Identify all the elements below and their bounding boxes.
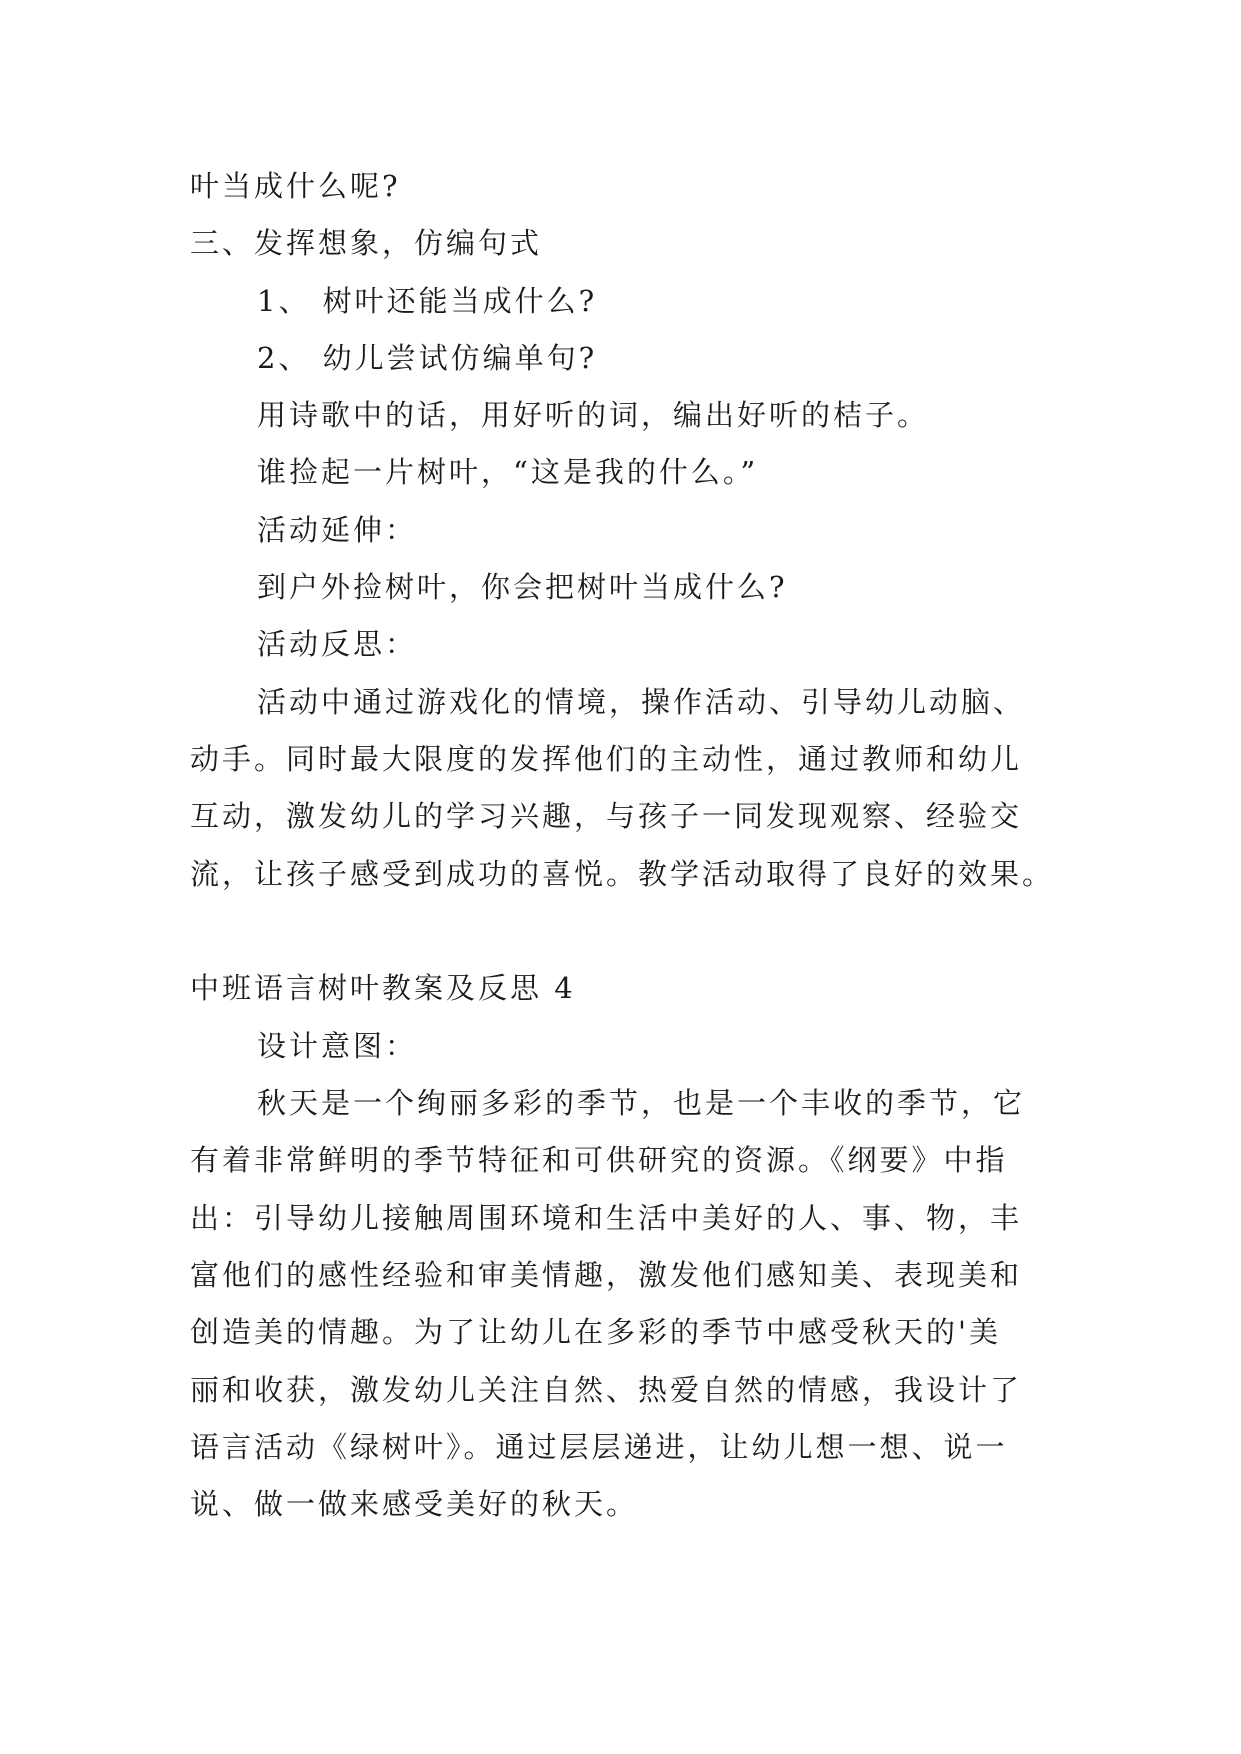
paragraph-line: 丽和收获，激发幼儿关注自然、热爱自然的情感，我设计了 bbox=[190, 1373, 1023, 1407]
paragraph-line: 活动中通过游戏化的情境，操作活动、引导幼儿动脑、 bbox=[257, 685, 1026, 719]
list-item: 1、 树叶还能当成什么? bbox=[257, 284, 598, 318]
subheading: 活动反思： bbox=[257, 627, 418, 661]
paragraph-line: 流，让孩子感受到成功的喜悦。教学活动取得了良好的效果。 bbox=[190, 857, 1055, 891]
paragraph-line: 互动，激发幼儿的学习兴趣，与孩子一同发现观察、经验交 bbox=[190, 799, 1023, 833]
paragraph-line: 语言活动《绿树叶》。通过层层递进，让幼儿想一想、说一 bbox=[190, 1430, 1008, 1464]
paragraph-line: 有着非常鲜明的季节特征和可供研究的资源。《纲要》中指 bbox=[190, 1143, 1008, 1177]
paragraph-line: 秋天是一个绚丽多彩的季节，也是一个丰收的季节，它 bbox=[257, 1086, 1026, 1120]
paragraph-line: 富他们的感性经验和审美情趣，激发他们感知美、表现美和 bbox=[190, 1258, 1023, 1292]
text-line: 谁捡起一片树叶，“这是我的什么。” bbox=[257, 455, 759, 489]
text-line: 用诗歌中的话，用好听的词，编出好听的桔子。 bbox=[257, 398, 930, 432]
paragraph-line: 创造美的情趣。为了让幼儿在多彩的季节中感受秋天的'美 bbox=[190, 1315, 1001, 1349]
paragraph-line: 出：引导幼儿接触周围环境和生活中美好的人、事、物，丰 bbox=[190, 1201, 1023, 1235]
list-item: 2、 幼儿尝试仿编单句? bbox=[257, 341, 598, 375]
paragraph-line: 说、做一做来感受美好的秋天。 bbox=[190, 1487, 639, 1521]
section-title: 中班语言树叶教案及反思 4 bbox=[190, 971, 576, 1005]
subheading: 活动延伸： bbox=[257, 513, 418, 547]
text-line: 到户外捡树叶，你会把树叶当成什么? bbox=[257, 570, 788, 604]
paragraph-line: 动手。同时最大限度的发挥他们的主动性，通过教师和幼儿 bbox=[190, 742, 1023, 776]
section-heading: 三、发挥想象，仿编句式 bbox=[190, 226, 543, 260]
subheading: 设计意图： bbox=[257, 1029, 418, 1063]
text-line: 叶当成什么呢? bbox=[190, 169, 401, 203]
